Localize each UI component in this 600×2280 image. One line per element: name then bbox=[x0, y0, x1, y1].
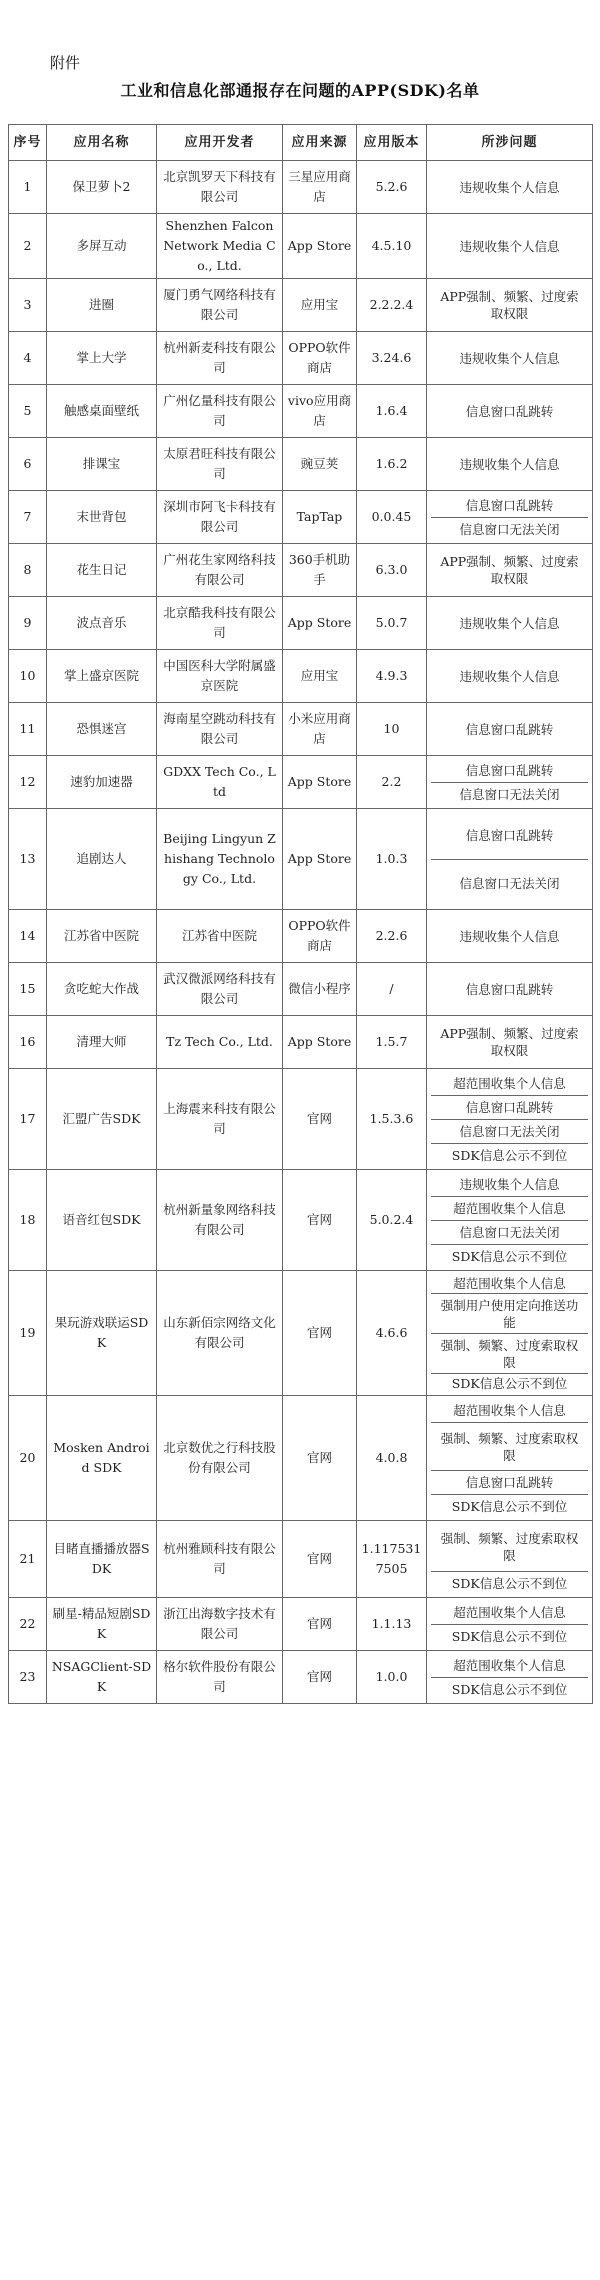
table-row bbox=[9, 385, 593, 438]
header-version: 应用版本 bbox=[357, 125, 427, 161]
app-developer: 杭州新量象网络科技有限公司 bbox=[157, 1170, 283, 1271]
issue-item: 超范围收集个人信息 bbox=[453, 1657, 566, 1673]
app-version: 1.0.3 bbox=[357, 809, 427, 910]
issue-item: 超范围收集个人信息 bbox=[431, 1196, 588, 1220]
issues-cell bbox=[427, 910, 593, 963]
issues-cell bbox=[427, 214, 593, 279]
app-name: 贪吃蛇大作战 bbox=[47, 963, 157, 1016]
issue-item: 信息窗口乱跳转 bbox=[431, 1095, 588, 1119]
app-developer: 广州亿量科技有限公司 bbox=[157, 385, 283, 438]
app-version: 4.5.10 bbox=[357, 214, 427, 279]
issue-item: 违规收集个人信息 bbox=[459, 928, 560, 944]
app-developer: 广州花生家网络科技有限公司 bbox=[157, 544, 283, 597]
app-developer: 中国医科大学附属盛京医院 bbox=[157, 650, 283, 703]
issue-item: 违规收集个人信息 bbox=[459, 668, 560, 684]
table-row bbox=[9, 214, 593, 279]
app-version: 3.24.6 bbox=[357, 332, 427, 385]
issues-cell bbox=[427, 491, 593, 544]
app-source: 官网 bbox=[283, 1521, 357, 1598]
table-row bbox=[9, 703, 593, 756]
app-source: TapTap bbox=[283, 491, 357, 544]
app-developer: Beijing Lingyun Zhishang Technology Co., Ltd. bbox=[157, 809, 283, 910]
issue-item: SDK信息公示不到位 bbox=[431, 1373, 588, 1393]
attachment-label: 附件 bbox=[50, 54, 81, 72]
app-source: 官网 bbox=[283, 1271, 357, 1396]
table-header-row bbox=[9, 125, 593, 161]
issues-cell bbox=[427, 279, 593, 332]
row-index: 1 bbox=[9, 161, 47, 214]
row-index: 20 bbox=[9, 1396, 47, 1521]
issues-cell bbox=[427, 385, 593, 438]
app-version: 2.2.6 bbox=[357, 910, 427, 963]
table-row bbox=[9, 1521, 593, 1598]
row-index: 8 bbox=[9, 544, 47, 597]
app-name: 果玩游戏联运SDK bbox=[47, 1271, 157, 1396]
issue-item: 强制、频繁、过度索取权限 bbox=[431, 1422, 588, 1470]
app-developer: 山东新佰宗网络文化有限公司 bbox=[157, 1271, 283, 1396]
issues-cell bbox=[427, 1271, 593, 1396]
issues-cell bbox=[427, 1598, 593, 1651]
issue-item: 违规收集个人信息 bbox=[459, 1176, 560, 1192]
app-name: 进圈 bbox=[47, 279, 157, 332]
app-name: 触感桌面壁纸 bbox=[47, 385, 157, 438]
table-row bbox=[9, 438, 593, 491]
issue-item: 信息窗口无法关闭 bbox=[431, 859, 588, 907]
issue-item: SDK信息公示不到位 bbox=[431, 1494, 588, 1518]
issue-item: 信息窗口乱跳转 bbox=[465, 981, 554, 997]
issues-cell bbox=[427, 438, 593, 491]
app-source: 官网 bbox=[283, 1170, 357, 1271]
issue-item: 信息窗口乱跳转 bbox=[465, 721, 554, 737]
app-version: 5.2.6 bbox=[357, 161, 427, 214]
app-name: 目睹直播播放器SDK bbox=[47, 1521, 157, 1598]
app-developer: GDXX Tech Co., Ltd bbox=[157, 756, 283, 809]
issue-item: 违规收集个人信息 bbox=[459, 179, 560, 195]
app-version: 1.5.7 bbox=[357, 1016, 427, 1069]
row-index: 9 bbox=[9, 597, 47, 650]
row-index: 5 bbox=[9, 385, 47, 438]
issues-cell bbox=[427, 963, 593, 1016]
app-source: 官网 bbox=[283, 1598, 357, 1651]
app-version: 1.0.0 bbox=[357, 1651, 427, 1704]
table-row bbox=[9, 650, 593, 703]
row-index: 21 bbox=[9, 1521, 47, 1598]
issue-item: 违规收集个人信息 bbox=[459, 456, 560, 472]
issue-item: 违规收集个人信息 bbox=[459, 615, 560, 631]
header-developer: 应用开发者 bbox=[157, 125, 283, 161]
table-row bbox=[9, 491, 593, 544]
app-version: 2.2 bbox=[357, 756, 427, 809]
row-index: 6 bbox=[9, 438, 47, 491]
app-source: App Store bbox=[283, 597, 357, 650]
app-developer: 海南星空跳动科技有限公司 bbox=[157, 703, 283, 756]
app-source: 微信小程序 bbox=[283, 963, 357, 1016]
issue-item: 强制、频繁、过度索取权限 bbox=[440, 1531, 579, 1563]
issue-item: 信息窗口乱跳转 bbox=[465, 762, 554, 778]
app-version: 1.1175317505 bbox=[357, 1521, 427, 1598]
issues-cell bbox=[427, 161, 593, 214]
header-source: 应用来源 bbox=[283, 125, 357, 161]
row-index: 10 bbox=[9, 650, 47, 703]
app-name: 排课宝 bbox=[47, 438, 157, 491]
app-developer: 深圳市阿飞卡科技有限公司 bbox=[157, 491, 283, 544]
issues-cell bbox=[427, 1651, 593, 1704]
issue-item: APP强制、频繁、过度索取权限 bbox=[440, 554, 579, 586]
header-issues: 所涉问题 bbox=[427, 125, 593, 161]
table-row bbox=[9, 963, 593, 1016]
issue-item: 信息窗口无法关闭 bbox=[431, 782, 588, 806]
issue-item: 违规收集个人信息 bbox=[459, 238, 560, 254]
app-developer: 格尔软件股份有限公司 bbox=[157, 1651, 283, 1704]
app-name: 末世背包 bbox=[47, 491, 157, 544]
app-source: 应用宝 bbox=[283, 279, 357, 332]
issue-item: SDK信息公示不到位 bbox=[431, 1143, 588, 1167]
table-row bbox=[9, 756, 593, 809]
app-name: 语音红包SDK bbox=[47, 1170, 157, 1271]
app-name: 速豹加速器 bbox=[47, 756, 157, 809]
row-index: 11 bbox=[9, 703, 47, 756]
app-version: 6.3.0 bbox=[357, 544, 427, 597]
document-title: 工业和信息化部通报存在问题的APP(SDK)名单 bbox=[120, 81, 480, 100]
app-version: 4.9.3 bbox=[357, 650, 427, 703]
row-index: 7 bbox=[9, 491, 47, 544]
app-source: 官网 bbox=[283, 1069, 357, 1170]
app-source: 应用宝 bbox=[283, 650, 357, 703]
issue-item: 信息窗口乱跳转 bbox=[465, 403, 554, 419]
row-index: 17 bbox=[9, 1069, 47, 1170]
header-index: 序号 bbox=[9, 125, 47, 161]
issues-cell bbox=[427, 703, 593, 756]
app-developer: 北京酷我科技有限公司 bbox=[157, 597, 283, 650]
app-source: 豌豆荚 bbox=[283, 438, 357, 491]
app-name: 波点音乐 bbox=[47, 597, 157, 650]
app-developer: 杭州新麦科技有限公司 bbox=[157, 332, 283, 385]
row-index: 18 bbox=[9, 1170, 47, 1271]
issues-cell bbox=[427, 1521, 593, 1598]
issues-cell bbox=[427, 1069, 593, 1170]
issue-item: 强制、频繁、过度索取权限 bbox=[431, 1333, 588, 1373]
table-row bbox=[9, 910, 593, 963]
table-row bbox=[9, 1170, 593, 1271]
issues-cell bbox=[427, 1396, 593, 1521]
issue-item: 违规收集个人信息 bbox=[459, 350, 560, 366]
issue-item: 信息窗口乱跳转 bbox=[431, 1470, 588, 1494]
issue-item: 信息窗口乱跳转 bbox=[465, 827, 554, 843]
app-name: 多屏互动 bbox=[47, 214, 157, 279]
app-version: 4.6.6 bbox=[357, 1271, 427, 1396]
app-version: 2.2.2.4 bbox=[357, 279, 427, 332]
issue-item: 强制用户使用定向推送功能 bbox=[431, 1293, 588, 1333]
issues-cell bbox=[427, 1016, 593, 1069]
app-version: 0.0.45 bbox=[357, 491, 427, 544]
app-version: 1.6.2 bbox=[357, 438, 427, 491]
app-version: 4.0.8 bbox=[357, 1396, 427, 1521]
table-row bbox=[9, 279, 593, 332]
table-row bbox=[9, 544, 593, 597]
row-index: 2 bbox=[9, 214, 47, 279]
issue-item: 超范围收集个人信息 bbox=[453, 1075, 566, 1091]
issue-item: 信息窗口无法关闭 bbox=[431, 517, 588, 541]
row-index: 19 bbox=[9, 1271, 47, 1396]
issue-item: SDK信息公示不到位 bbox=[431, 1571, 588, 1595]
app-source: 官网 bbox=[283, 1651, 357, 1704]
table-row bbox=[9, 1396, 593, 1521]
row-index: 16 bbox=[9, 1016, 47, 1069]
app-developer: Tz Tech Co., Ltd. bbox=[157, 1016, 283, 1069]
issue-item: 信息窗口无法关闭 bbox=[431, 1220, 588, 1244]
row-index: 23 bbox=[9, 1651, 47, 1704]
app-source: 小米应用商店 bbox=[283, 703, 357, 756]
issues-cell bbox=[427, 809, 593, 910]
app-name: Mosken Android SDK bbox=[47, 1396, 157, 1521]
app-source: vivo应用商店 bbox=[283, 385, 357, 438]
table-row bbox=[9, 809, 593, 910]
app-source: OPPO软件商店 bbox=[283, 910, 357, 963]
app-version: / bbox=[357, 963, 427, 1016]
app-developer: 北京凯罗天下科技有限公司 bbox=[157, 161, 283, 214]
app-version: 1.5.3.6 bbox=[357, 1069, 427, 1170]
issue-item: APP强制、频繁、过度索取权限 bbox=[440, 289, 579, 321]
table-row bbox=[9, 161, 593, 214]
app-developer: 北京数优之行科技股份有限公司 bbox=[157, 1396, 283, 1521]
table-row bbox=[9, 1016, 593, 1069]
app-source: App Store bbox=[283, 756, 357, 809]
issues-cell bbox=[427, 597, 593, 650]
table-row bbox=[9, 332, 593, 385]
app-source: App Store bbox=[283, 809, 357, 910]
app-source: 官网 bbox=[283, 1396, 357, 1521]
app-name: NSAGClient-SDK bbox=[47, 1651, 157, 1704]
issues-cell bbox=[427, 544, 593, 597]
issues-cell bbox=[427, 332, 593, 385]
app-source: App Store bbox=[283, 1016, 357, 1069]
app-developer: Shenzhen Falcon Network Media Co., Ltd. bbox=[157, 214, 283, 279]
app-developer: 江苏省中医院 bbox=[157, 910, 283, 963]
app-developer: 太原君旺科技有限公司 bbox=[157, 438, 283, 491]
app-version: 5.0.7 bbox=[357, 597, 427, 650]
app-name: 恐惧迷宫 bbox=[47, 703, 157, 756]
issues-cell bbox=[427, 756, 593, 809]
issue-item: 信息窗口乱跳转 bbox=[465, 497, 554, 513]
app-name: 掌上大学 bbox=[47, 332, 157, 385]
header-name: 应用名称 bbox=[47, 125, 157, 161]
app-developer: 武汉微派网络科技有限公司 bbox=[157, 963, 283, 1016]
app-name: 江苏省中医院 bbox=[47, 910, 157, 963]
issue-item: SDK信息公示不到位 bbox=[431, 1677, 588, 1701]
issue-item: 信息窗口无法关闭 bbox=[431, 1119, 588, 1143]
app-name: 追剧达人 bbox=[47, 809, 157, 910]
app-name: 刷星-精品短剧SDK bbox=[47, 1598, 157, 1651]
app-source: 三星应用商店 bbox=[283, 161, 357, 214]
row-index: 3 bbox=[9, 279, 47, 332]
app-developer: 上海震来科技有限公司 bbox=[157, 1069, 283, 1170]
row-index: 12 bbox=[9, 756, 47, 809]
row-index: 22 bbox=[9, 1598, 47, 1651]
issue-item: SDK信息公示不到位 bbox=[431, 1244, 588, 1268]
app-list-table bbox=[8, 124, 593, 1704]
app-version: 1.6.4 bbox=[357, 385, 427, 438]
issue-item: 超范围收集个人信息 bbox=[453, 1604, 566, 1620]
issue-item: 超范围收集个人信息 bbox=[453, 1402, 566, 1418]
app-developer: 厦门勇气网络科技有限公司 bbox=[157, 279, 283, 332]
app-source: OPPO软件商店 bbox=[283, 332, 357, 385]
issue-item: 超范围收集个人信息 bbox=[453, 1275, 566, 1291]
issues-cell bbox=[427, 1170, 593, 1271]
app-developer: 杭州雅顾科技有限公司 bbox=[157, 1521, 283, 1598]
app-name: 保卫萝卜2 bbox=[47, 161, 157, 214]
issue-item: APP强制、频繁、过度索取权限 bbox=[440, 1026, 579, 1058]
row-index: 14 bbox=[9, 910, 47, 963]
row-index: 4 bbox=[9, 332, 47, 385]
app-version: 5.0.2.4 bbox=[357, 1170, 427, 1271]
table-row bbox=[9, 1069, 593, 1170]
table-row bbox=[9, 597, 593, 650]
app-name: 清理大师 bbox=[47, 1016, 157, 1069]
app-developer: 浙江出海数字技术有限公司 bbox=[157, 1598, 283, 1651]
table-row bbox=[9, 1598, 593, 1651]
issue-item: SDK信息公示不到位 bbox=[431, 1624, 588, 1648]
app-source: App Store bbox=[283, 214, 357, 279]
issues-cell bbox=[427, 650, 593, 703]
table-row bbox=[9, 1651, 593, 1704]
row-index: 15 bbox=[9, 963, 47, 1016]
app-version: 1.1.13 bbox=[357, 1598, 427, 1651]
table-row bbox=[9, 1271, 593, 1396]
app-version: 10 bbox=[357, 703, 427, 756]
app-name: 花生日记 bbox=[47, 544, 157, 597]
app-name: 汇盟广告SDK bbox=[47, 1069, 157, 1170]
app-name: 掌上盛京医院 bbox=[47, 650, 157, 703]
row-index: 13 bbox=[9, 809, 47, 910]
app-source: 360手机助手 bbox=[283, 544, 357, 597]
table-body bbox=[9, 161, 593, 1704]
